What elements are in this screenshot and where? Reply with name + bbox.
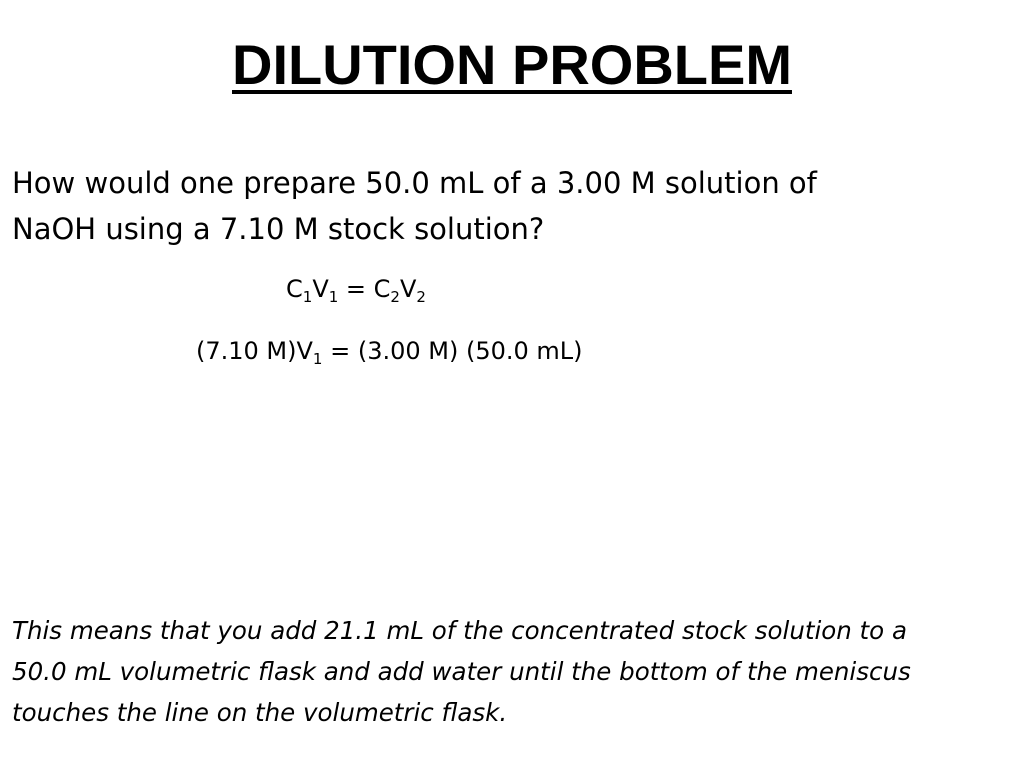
general-dilution-equation: [286, 274, 426, 304]
substituted-left: (7.10 M)V: [196, 337, 313, 365]
conclusion-line-3: touches the line on the volumetric flask.: [12, 698, 508, 727]
conclusion-line-2: 50.0 mL volumetric flask and add water until the bottom of the meniscus: [12, 657, 911, 686]
v2-symbol: V: [399, 275, 417, 303]
c2-symbol: C: [373, 275, 391, 303]
equals-sign: =: [338, 275, 374, 303]
substituted-equation: [196, 336, 583, 366]
question-line-1: How would one prepare 50.0 mL of a 3.00 M solution of: [12, 166, 817, 200]
v1-symbol: V: [312, 275, 329, 303]
c1-symbol: C: [286, 275, 303, 303]
question-line-2: NaOH using a 7.10 M stock solution?: [12, 212, 545, 246]
c1-subscript: 1: [302, 288, 313, 306]
v1-subscript: 1: [328, 288, 339, 306]
conclusion-text: [12, 610, 1017, 733]
slide-title: [0, 30, 1024, 100]
substituted-v1-subscript: 1: [312, 350, 323, 368]
substituted-right: = (3.00 M) (50.0 mL): [322, 337, 583, 365]
question-text: [12, 160, 1002, 252]
c2-subscript: 2: [390, 288, 400, 306]
slide-title-text: DILUTION PROBLEM: [232, 33, 792, 96]
conclusion-line-1: This means that you add 21.1 mL of the concentrated stock solution to a: [12, 616, 907, 645]
v2-subscript: 2: [416, 288, 426, 306]
